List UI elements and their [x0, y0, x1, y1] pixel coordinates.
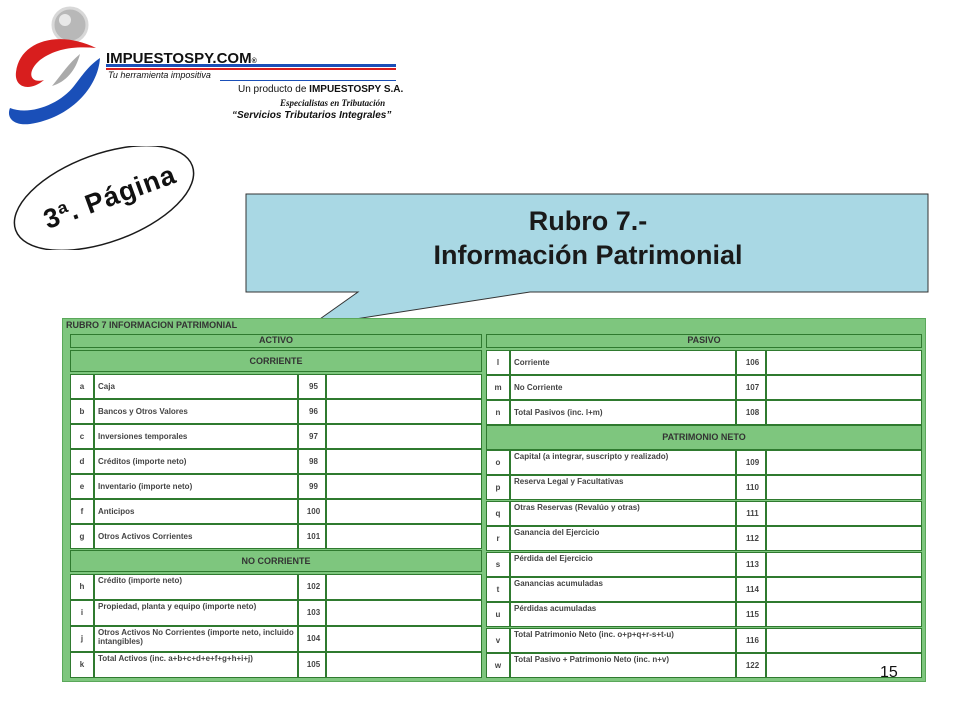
row-value[interactable]	[326, 574, 482, 600]
row-code: 101	[298, 524, 326, 549]
row-letter: u	[486, 602, 510, 627]
row-letter: l	[486, 350, 510, 375]
row-letter: n	[486, 400, 510, 425]
no-corriente-header: NO CORRIENTE	[70, 550, 482, 572]
callout-title: Rubro 7.- Información Patrimonial	[433, 206, 743, 270]
row-value[interactable]	[326, 499, 482, 524]
row-letter: s	[486, 552, 510, 577]
row-label: Propiedad, planta y equipo (importe neto)	[94, 600, 298, 626]
row-label: Otros Activos Corrientes	[94, 524, 298, 549]
activo-header: ACTIVO	[70, 334, 482, 348]
row-label: No Corriente	[510, 375, 736, 400]
brand-product: Un producto de IMPUESTOSPY S.A.	[238, 84, 404, 95]
row-code: 99	[298, 474, 326, 499]
row-label: Ganancias acumuladas	[510, 577, 736, 602]
row-code: 106	[736, 350, 766, 375]
row-value[interactable]	[326, 399, 482, 424]
row-label: Bancos y Otros Valores	[94, 399, 298, 424]
pasivo-header: PASIVO	[486, 334, 922, 348]
row-label: Total Pasivo + Patrimonio Neto (inc. n+v)	[510, 653, 736, 678]
page-number: 15	[880, 664, 898, 681]
row-value[interactable]	[766, 526, 922, 551]
row-value[interactable]	[326, 524, 482, 549]
brand-specialty: Especialistas en Tributación	[280, 98, 386, 108]
row-label: Otros Activos No Corrientes (importe neto, incluido intangibles)	[94, 626, 298, 652]
row-label: Total Patrimonio Neto (inc. o+p+q+r-s+t-u)	[510, 628, 736, 653]
row-letter: k	[70, 652, 94, 678]
row-label: Caja	[94, 374, 298, 399]
corriente-header: CORRIENTE	[70, 350, 482, 372]
row-letter: b	[70, 399, 94, 424]
row-code: 104	[298, 626, 326, 652]
row-code: 95	[298, 374, 326, 399]
row-label: Ganancia del Ejercicio	[510, 526, 736, 551]
row-code: 103	[298, 600, 326, 626]
row-value[interactable]	[766, 501, 922, 526]
row-code: 98	[298, 449, 326, 474]
row-code: 116	[736, 628, 766, 653]
row-label: Inventario (importe neto)	[94, 474, 298, 499]
row-value[interactable]	[326, 626, 482, 652]
row-code: 115	[736, 602, 766, 627]
row-letter: c	[70, 424, 94, 449]
row-code: 113	[736, 552, 766, 577]
row-value[interactable]	[766, 552, 922, 577]
row-code: 107	[736, 375, 766, 400]
row-letter: o	[486, 450, 510, 475]
row-code: 109	[736, 450, 766, 475]
row-code: 102	[298, 574, 326, 600]
row-code: 112	[736, 526, 766, 551]
brand-name: IMPUESTOSPY.COM®	[106, 50, 257, 67]
row-code: 122	[736, 653, 766, 678]
row-letter: p	[486, 475, 510, 500]
row-label: Anticipos	[94, 499, 298, 524]
row-value[interactable]	[326, 424, 482, 449]
form-title: RUBRO 7 INFORMACION PATRIMONIAL	[66, 320, 238, 330]
row-value[interactable]	[766, 475, 922, 500]
page-label: 3ª. Página	[39, 159, 181, 235]
row-label: Corriente	[510, 350, 736, 375]
row-letter: j	[70, 626, 94, 652]
row-value[interactable]	[766, 350, 922, 375]
row-label: Total Pasivos (inc. l+m)	[510, 400, 736, 425]
row-letter: m	[486, 375, 510, 400]
row-label: Total Activos (inc. a+b+c+d+e+f+g+h+i+j)	[94, 652, 298, 678]
row-code: 111	[736, 501, 766, 526]
row-code: 97	[298, 424, 326, 449]
row-value[interactable]	[326, 449, 482, 474]
row-value[interactable]	[326, 652, 482, 678]
row-value[interactable]	[766, 628, 922, 653]
row-value[interactable]	[766, 450, 922, 475]
row-value[interactable]	[766, 602, 922, 627]
row-letter: r	[486, 526, 510, 551]
row-label: Créditos (importe neto)	[94, 449, 298, 474]
row-letter: q	[486, 501, 510, 526]
brand-services: “Servicios Tributarios Integrales”	[232, 110, 392, 121]
row-letter: t	[486, 577, 510, 602]
row-letter: h	[70, 574, 94, 600]
row-code: 110	[736, 475, 766, 500]
row-value[interactable]	[766, 400, 922, 425]
row-value[interactable]	[766, 577, 922, 602]
row-code: 108	[736, 400, 766, 425]
row-label: Capital (a integrar, suscripto y realizado)	[510, 450, 736, 475]
row-letter: i	[70, 600, 94, 626]
row-label: Otras Reservas (Revalúo y otras)	[510, 501, 736, 526]
row-label: Reserva Legal y Facultativas	[510, 475, 736, 500]
row-label: Inversiones temporales	[94, 424, 298, 449]
row-code: 100	[298, 499, 326, 524]
row-letter: v	[486, 628, 510, 653]
row-letter: e	[70, 474, 94, 499]
row-label: Crédito (importe neto)	[94, 574, 298, 600]
row-label: Pérdidas acumuladas	[510, 602, 736, 627]
row-letter: f	[70, 499, 94, 524]
row-value[interactable]	[766, 653, 922, 678]
row-letter: d	[70, 449, 94, 474]
row-letter: a	[70, 374, 94, 399]
row-code: 96	[298, 399, 326, 424]
row-value[interactable]	[326, 374, 482, 399]
patrimonio-header: PATRIMONIO NETO	[486, 425, 922, 450]
row-letter: w	[486, 653, 510, 678]
brand-tagline: Tu herramienta impositiva	[108, 70, 211, 80]
row-label: Pérdida del Ejercicio	[510, 552, 736, 577]
row-value[interactable]	[326, 474, 482, 499]
row-value[interactable]	[766, 375, 922, 400]
row-value[interactable]	[326, 600, 482, 626]
row-code: 105	[298, 652, 326, 678]
row-code: 114	[736, 577, 766, 602]
row-letter: g	[70, 524, 94, 549]
